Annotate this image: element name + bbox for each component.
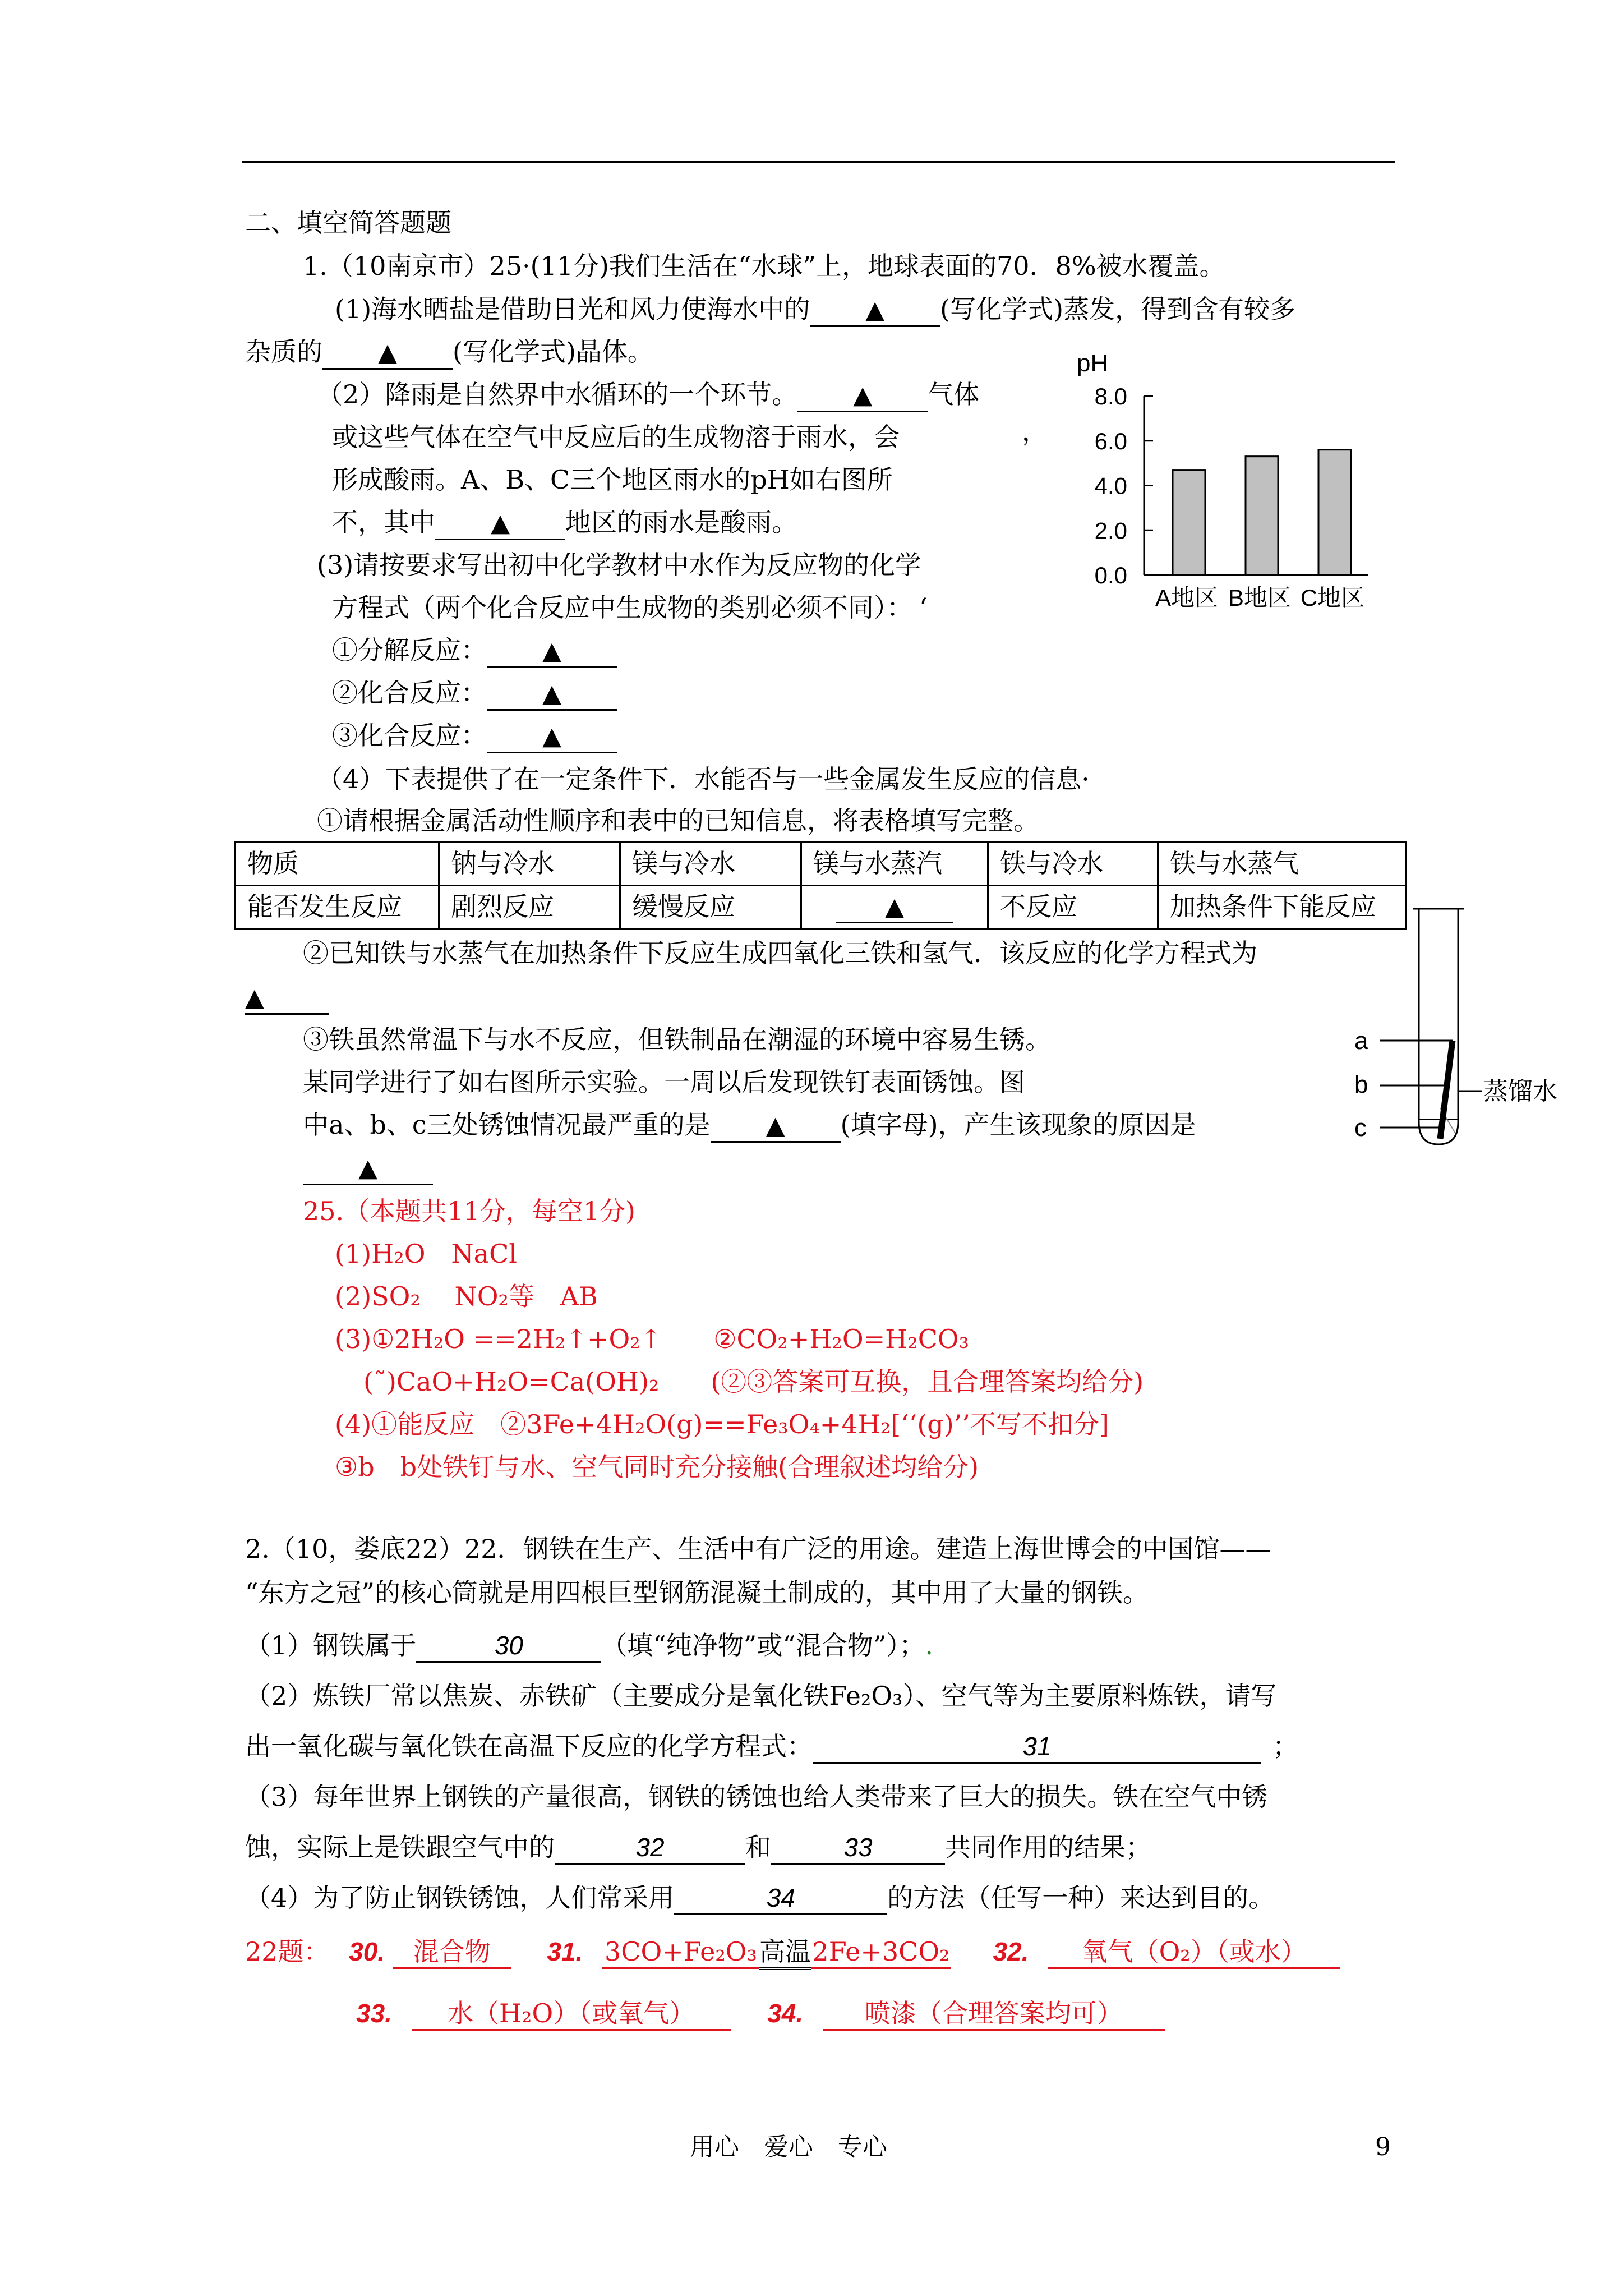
triangle-icon: ▲ — [491, 509, 510, 537]
answer-blank[interactable] — [487, 678, 617, 711]
table-row — [236, 843, 1406, 886]
q2-line7: 蚀，实际上是铁跟空气中的 32 和 33 共同作用的结果； — [245, 1832, 1151, 1865]
table-row-label: 能否发生反应 — [236, 886, 439, 929]
q1-part4-line3: ②已知铁与水蒸气在加热条件下反应生成四氧化三铁和氢气．该反应的化学方程式为 — [303, 938, 1257, 968]
test-tube — [1419, 909, 1458, 1144]
footer-motto: 用心 爱心 专心 — [690, 2133, 887, 2161]
q2-line4: （2）炼铁厂常以焦炭、赤铁矿（主要成分是氧化铁Fe₂O₃）、空气等为主要原料炼铁，请写 — [245, 1681, 1277, 1711]
distilled-water-label: 蒸馏水 — [1483, 1078, 1557, 1105]
q1-part1-line2: 杂质的 ▲ (写化学式)晶体。 — [245, 337, 653, 370]
table-cell: 缓慢反应 — [620, 886, 801, 929]
answer1-line4: (˜)CaO+H₂O=Ca(OH)₂ (②③答案可互换，且合理答案均给分) — [363, 1366, 1144, 1397]
answer-blank[interactable] — [487, 720, 617, 753]
q1-part4-line4: ③铁虽然常温下与水不反应，但铁制品在潮湿的环境中容易生锈。 — [303, 1024, 1051, 1055]
q2-line1: 2.（10，娄底22）22．钢铁在生产、生活中有广泛的用途。建造上海世博会的中国馆—— — [245, 1534, 1271, 1564]
q1-part3-item1: ①分解反应： ▲ — [332, 635, 617, 668]
q1-part4-line1: （4）下表提供了在一定条件下．水能否与一些金属发生反应的信息· — [317, 764, 1090, 794]
table-cell: 加热条件下能反应 — [1158, 886, 1406, 929]
triangle-icon: ▲ — [378, 338, 397, 367]
q1-part4-blank-line — [245, 982, 329, 1015]
chart-bar — [1173, 470, 1205, 575]
answer-blank[interactable] — [711, 1110, 841, 1143]
q2-line6: （3）每年世界上钢铁的产量很高，钢铁的锈蚀也给人类带来了巨大的损失。铁在空气中锈 — [245, 1782, 1268, 1812]
q1-part3-item3: ③化合反应： ▲ — [332, 720, 617, 753]
chart-bar — [1318, 450, 1351, 575]
chart-bar — [1246, 457, 1278, 575]
tube-label-c: c — [1354, 1114, 1367, 1142]
answer-blank-32[interactable]: 32 — [555, 1832, 745, 1865]
q1-part3-line1: (3)请按要求写出初中化学教材中水作为反应物的化学 — [317, 550, 921, 580]
answer-blank[interactable] — [797, 379, 928, 412]
answer-31-right: 2Fe+3CO₂ — [811, 1936, 951, 1969]
q1-part3-line2: 方程式（两个化合反应中生成物的类别必须不同）： ‘ — [332, 592, 928, 623]
answer-blank-33[interactable]: 33 — [771, 1832, 945, 1865]
table-header-cell: 铁与水蒸气 — [1158, 843, 1406, 886]
reaction-condition: 高温 — [759, 1936, 811, 1970]
triangle-icon: ▲ — [542, 637, 561, 665]
chart-xtick-label: C地区 — [1300, 585, 1365, 611]
q2-line2: “东方之冠”的核心筒就是用四根巨型钢筋混凝土制成的，其中用了大量的钢铁。 — [245, 1577, 1149, 1608]
answer1-line6: ③b b处铁钉与水、空气同时充分接触(合理叙述均给分) — [335, 1452, 979, 1482]
tube-label-b: b — [1354, 1071, 1368, 1098]
answer1-line2: (2)SO₂ NO₂等 AB — [335, 1281, 598, 1312]
table-cell: 不反应 — [988, 886, 1158, 929]
triangle-icon: ▲ — [853, 381, 873, 409]
answer-blank-31[interactable]: 31 — [813, 1731, 1261, 1764]
table-cell: 剧烈反应 — [439, 886, 620, 929]
triangle-icon: ▲ — [542, 722, 561, 751]
answer-blank[interactable] — [322, 337, 453, 370]
chart-xtick-label: A地区 — [1155, 585, 1219, 611]
triangle-icon: ▲ — [766, 1111, 785, 1140]
chart-xtick-label: B地区 — [1228, 585, 1292, 611]
q1-part1-line1: (1)海水晒盐是借助日光和风力使海水中的 ▲ (写化学式)蒸发，得到含有较多 — [335, 294, 1295, 327]
q1-part2-line3: 形成酸雨。A、B、C三个地区雨水的pH如右图所 — [332, 464, 893, 495]
answer-blank[interactable] — [810, 294, 940, 327]
answer1-line5: (4)①能反应 ②3Fe+4H₂O(g)==Fe₃O₄+4H₂[‘‘(g)’’不写不扣分] — [335, 1409, 1109, 1439]
answer1-title: 25.（本题共11分，每空1分) — [303, 1196, 635, 1226]
chart-ylabel: pH — [1077, 349, 1109, 377]
answer-30: 混合物 — [393, 1936, 511, 1969]
triangle-icon: ▲ — [542, 679, 561, 708]
table-header-cell: 钠与冷水 — [439, 843, 620, 886]
answer1-line1: (1)H₂O NaCl — [335, 1239, 518, 1269]
q2-line3: （1）钢铁属于 30 （填“纯净物”或“混合物”）；. — [245, 1630, 933, 1663]
chart-ytick-label: 0.0 — [1094, 562, 1127, 588]
triangle-icon: ▲ — [865, 296, 885, 324]
q1-part4-blank-line2 — [303, 1152, 433, 1185]
answer-blank-30[interactable]: 30 — [416, 1630, 601, 1663]
ph-bar-chart — [1054, 337, 1402, 623]
triangle-icon: ▲ — [245, 983, 264, 1012]
triangle-icon: ▲ — [885, 892, 904, 921]
answer-blank[interactable] — [303, 1152, 433, 1185]
triangle-icon: ▲ — [358, 1154, 377, 1182]
q1-part3-item2: ②化合反应： ▲ — [332, 678, 617, 711]
answer-blank-34[interactable]: 34 — [674, 1883, 887, 1915]
answer2-line2: 33. 水（H₂O）（或氧气） 34. 喷漆（合理答案均可） — [356, 1998, 1165, 2031]
page-number: 9 — [1375, 2133, 1391, 2161]
table-header-cell: 铁与冷水 — [988, 843, 1158, 886]
answer-34: 喷漆（合理答案均可） — [823, 1998, 1165, 2031]
section-title: 二、填空简答题题 — [245, 208, 451, 238]
q2-line8: （4）为了防止钢铁锈蚀，人们常采用 34 的方法（任写一种）来达到目的。 — [245, 1883, 1274, 1915]
header-rule — [242, 161, 1395, 163]
chart-ytick-label: 6.0 — [1094, 427, 1127, 454]
answer-blank[interactable] — [435, 507, 565, 540]
answer-33: 水（H₂O）（或氧气） — [412, 1998, 731, 2031]
answer-blank[interactable] — [245, 982, 329, 1015]
tube-label-a: a — [1354, 1027, 1368, 1055]
answer1-line3: (3)①2H₂O ==2H₂↑+O₂↑ ②CO₂+H₂O=H₂CO₃ — [335, 1324, 970, 1354]
metal-water-table — [234, 841, 1407, 930]
q1-part4-line2: ①请根据金属活动性顺序和表中的已知信息，将表格填写完整。 — [317, 806, 1039, 836]
q2-line5: 出一氧化碳与氧化铁在高温下反应的化学方程式： 31 ； — [245, 1731, 1298, 1764]
answer-blank[interactable] — [487, 635, 617, 668]
chart-ytick-label: 2.0 — [1094, 517, 1127, 544]
table-header-cell: 镁与冷水 — [620, 843, 801, 886]
table-header-cell: 物质 — [236, 843, 439, 886]
answer-31-left: 3CO+Fe₂O₃ — [602, 1936, 759, 1969]
q1-part4-line5: 某同学进行了如右图所示实验。一周以后发现铁钉表面锈蚀。图 — [303, 1067, 1025, 1097]
q1-header: 1.（10南京市）25·(11分)我们生活在“水球”上，地球表面的70．8%被水覆盖。 — [303, 251, 1225, 281]
answer-32: 氧气（O₂）（或水） — [1048, 1936, 1340, 1969]
test-tube-diagram — [1335, 898, 1593, 1156]
table-answer-cell[interactable] — [801, 886, 988, 929]
chart-ytick-label: 8.0 — [1094, 383, 1127, 409]
table-header-cell: 镁与水蒸汽 — [801, 843, 988, 886]
q1-part2-line2: 或这些气体在空气中反应后的生成物溶于雨水，会 — [332, 422, 900, 452]
q1-part4-line6: 中a、b、c三处锈蚀情况最严重的是 ▲ (填字母)，产生该现象的原因是 — [303, 1110, 1196, 1143]
q1-part2-line1: （2）降雨是自然界中水循环的一个环节。 ▲ 气体 — [317, 379, 979, 412]
answer2-line1: 22题： 30. 混合物 31. 3CO+Fe₂O₃高温2Fe+3CO₂ 32. 氧气（O₂）（或水） — [245, 1936, 1340, 1969]
q1-part2-line4: 不，其中 ▲ 地区的雨水是酸雨。 — [332, 507, 797, 540]
iron-nail — [1440, 1041, 1453, 1139]
stray-mark: ， — [1022, 416, 1048, 447]
table-row — [236, 886, 1406, 929]
answer-blank — [836, 891, 953, 924]
chart-ytick-label: 4.0 — [1094, 472, 1127, 499]
